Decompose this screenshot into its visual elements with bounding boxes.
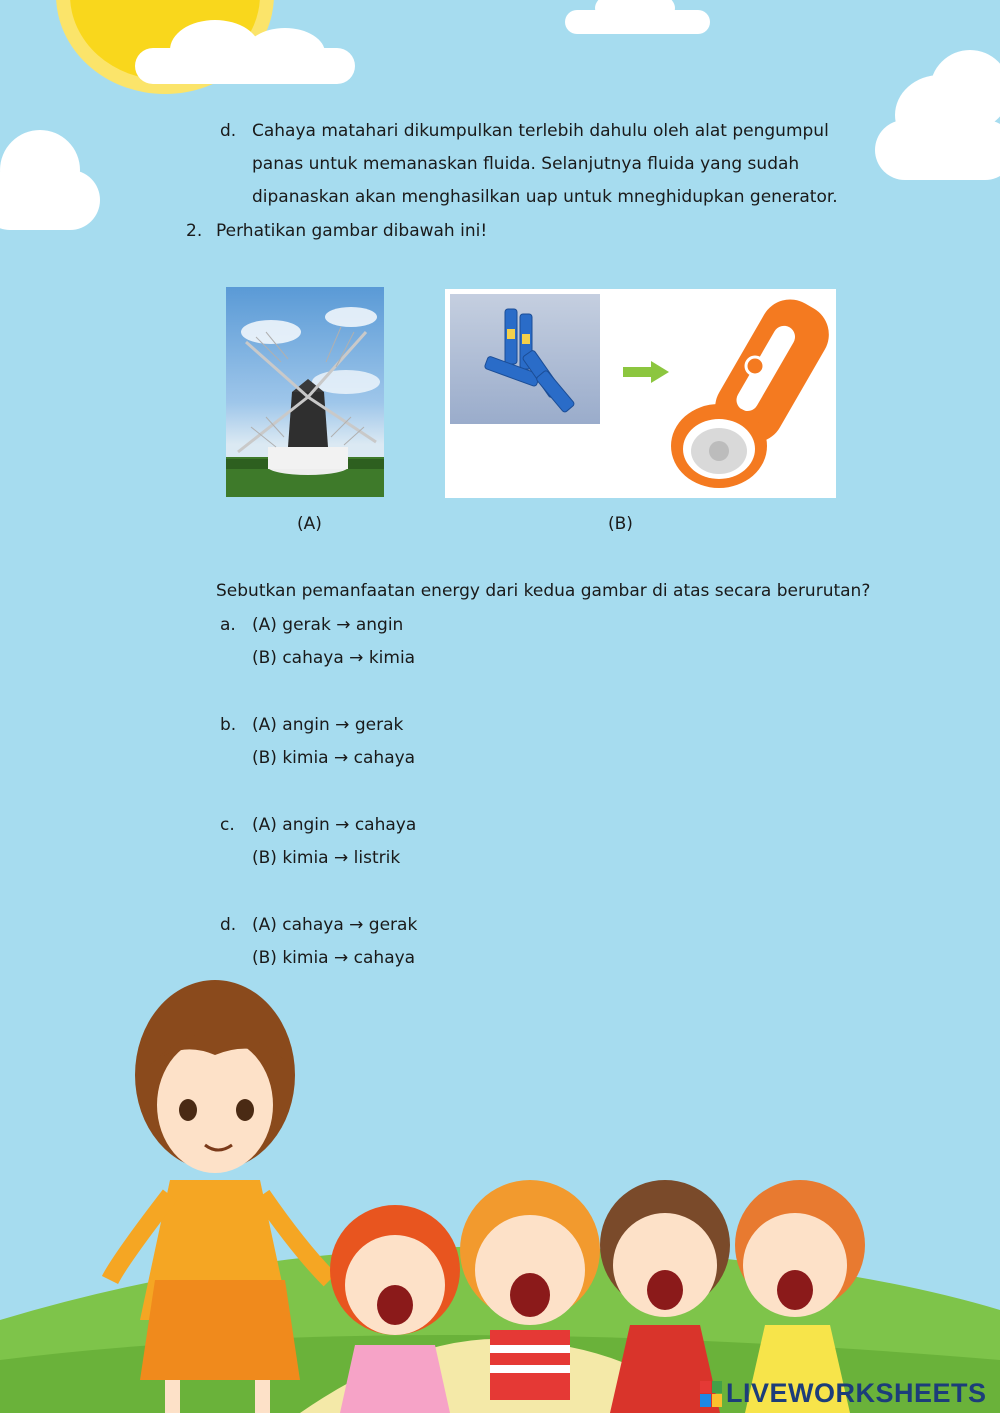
option-letter-b: b. xyxy=(220,715,237,735)
cloud-decoration xyxy=(930,50,1000,130)
option-d-line2[interactable]: (B) kimia → cahaya xyxy=(252,948,416,968)
prev-option-line: dipanaskan akan menghasilkan uap untuk mneghidupkan generator. xyxy=(252,187,838,207)
option-c-line1[interactable]: (A) angin → cahaya xyxy=(252,815,417,835)
prev-option-line: Cahaya matahari dikumpulkan terlebih dahulu oleh alat pengumpul xyxy=(252,121,829,141)
prev-option-letter: d. xyxy=(220,121,237,141)
cloud-decoration xyxy=(0,130,80,210)
option-b-line1[interactable]: (A) angin → gerak xyxy=(252,715,404,735)
option-b-line2[interactable]: (B) kimia → cahaya xyxy=(252,748,416,768)
question-prompt: Perhatikan gambar dibawah ini! xyxy=(216,221,488,241)
children-illustration xyxy=(0,980,1000,1413)
live-badge-icon xyxy=(700,1381,722,1407)
watermark-text: LIVEWORKSHEETS xyxy=(726,1378,987,1408)
option-letter-d: d. xyxy=(220,915,237,935)
option-c-line2[interactable]: (B) kimia → listrik xyxy=(252,848,401,868)
liveworksheets-logo xyxy=(700,1378,987,1409)
battery-photo xyxy=(450,294,600,424)
question-ask: Sebutkan pemanfaatan energy dari kedua gambar di atas secara berurutan? xyxy=(216,581,871,601)
question-number: 2. xyxy=(186,221,203,241)
option-d-line1[interactable]: (A) cahaya → gerak xyxy=(252,915,418,935)
prev-option-line: panas untuk memanaskan fluida. Selanjutnya fluida yang sudah xyxy=(252,154,800,174)
flashlight-photo xyxy=(667,291,832,496)
windmill-image xyxy=(226,287,384,497)
image-b-caption: (B) xyxy=(608,514,633,534)
option-letter-c: c. xyxy=(220,815,235,835)
option-letter-a: a. xyxy=(220,615,236,635)
option-a-line2[interactable]: (B) cahaya → kimia xyxy=(252,648,416,668)
cloud-decoration xyxy=(245,28,325,78)
battery-flashlight-image xyxy=(445,289,836,498)
arrow-right-icon xyxy=(623,361,669,383)
option-a-line1[interactable]: (A) gerak → angin xyxy=(252,615,404,635)
image-a-caption: (A) xyxy=(297,514,322,534)
